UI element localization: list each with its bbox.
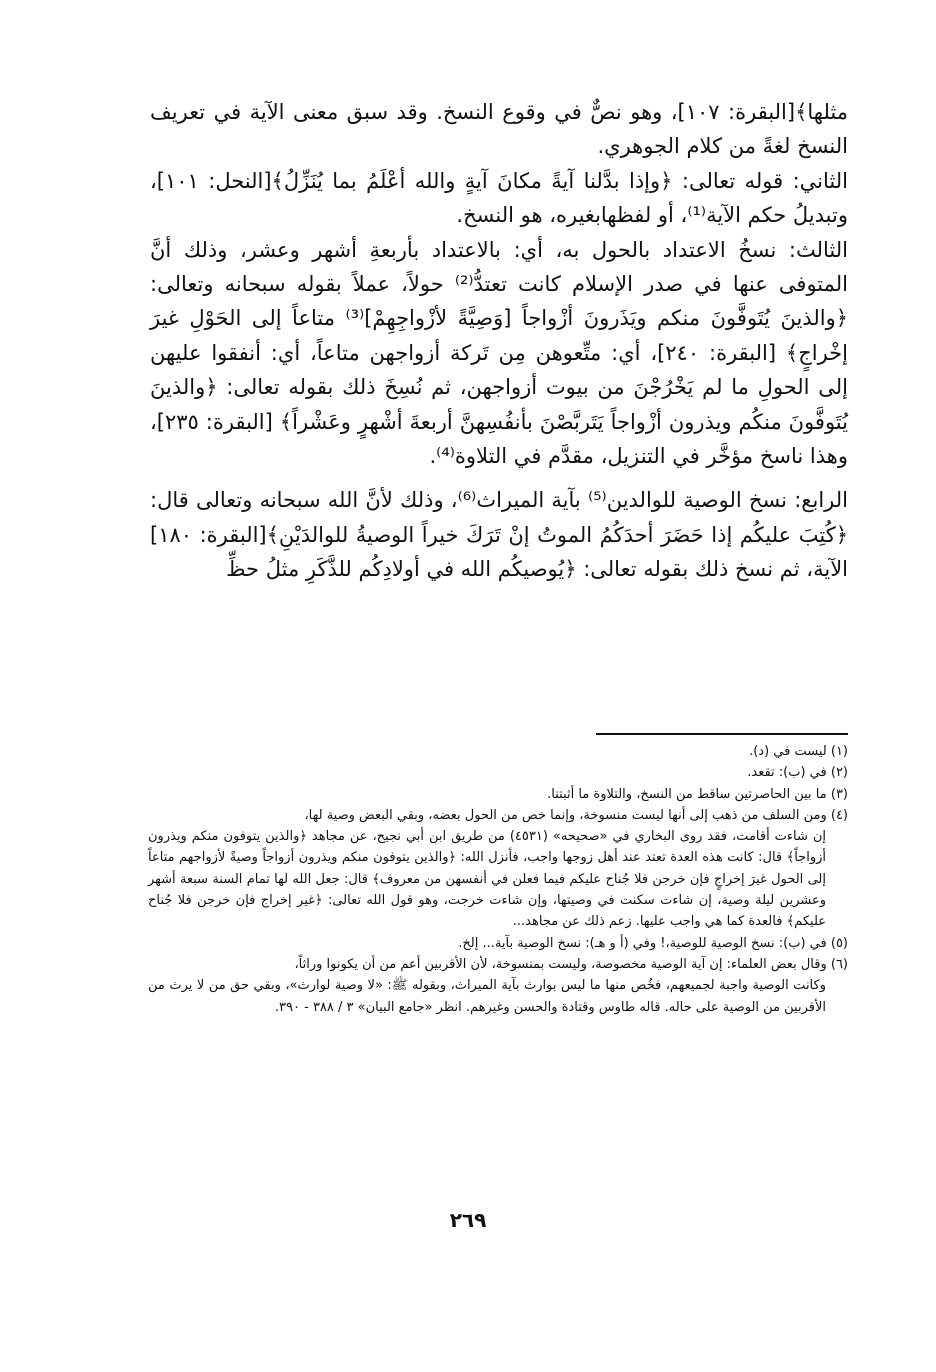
footnote-separator [596,733,848,735]
paragraph-3: الثالث: نسخُ الاعتداد بالحول به، أي: بالاعتداد بأربعةِ أشهر وعشر، وذلك أنَّ المتوفى عنها في صدر الإسلام كانت تعتدُّ⁽²⁾ حولاً، عملاً بقوله سبحانه وتعالى: ﴿والذينَ يُتَوفَّونَ منكم ويَذَرونَ أزْواجاً [وَصِيَّةً لأزْواجِهِمْ]⁽³⁾ متاعاً إلى الحَوْلِ غيرَ إخْراجٍ﴾ [البقرة: ٢٤٠]، أي: متِّعوهن مِن تَركة أزواجهن متاعاً، أي: أنفقوا عليهن إلى الحولِ ما لم يَخْرُجْنَ من بيوت أزواجهن، ثم نُسِخَ ذلك بقوله تعالى: ﴿والذينَ يُتَوفَّونَ منكُم ويذرون أزْواجاً يَتَربَّصْنَ بأنفُسِهنَّ أربعةَ أشْهرٍ وعَشْراً﴾ [البقرة: ٢٣٥]، وهذا ناسخ مؤخَّر في التنزيل، مقدَّم في التلاوة⁽⁴⁾. [150,237,849,469]
footnote-4-continued: إن شاءت أقامت، فقد روى البخاري في «صحيحه» (٤٥٣١) من طريق ابن أبي نجيح، عن مجاهد ﴿والذين يتوفون منكم ويذرون أزواجاً﴾ قال: كانت هذه العدة تعتد عند أهل زوجها واجب، فأنزل الله: ﴿والذين يتوفون منكم ويذرون أزواجاً وصيةً لأزواجهم متاعاً إلى الحول غيرَ إخراجٍ فإن خرجن فلا جُناح عليكم فيما فعلن في أنفسهن من معروف﴾ قال: جعل الله لها تمام السنة سبعة أشهر وعشرين ليلة وصية، إن شاءت سكنت في وصيتها، وإن شاءت خرجت، وهو قول الله تعالى: ﴿غير إخراج فإن خرجن فلا جُناح عليكم﴾ فالعدة كما هي واجب عليها. زعم ذلك عن مجاهد... [148,829,826,930]
footnote-4: (٤) ومن السلف من ذهب إلى أنها ليست منسوخة، وإنما خص من الحول بعضه، وبقي البعض وصية لها، [304,807,848,823]
footnote-1: (١) ليست في (د). [749,744,848,759]
page-number: ٢٦٩ [449,1208,487,1232]
main-text [150,95,848,587]
footnote-2: (٢) في (ب): تقعد. [747,765,848,781]
footnote-6-continued: وكانت الوصية واجبة لجميعهم، فخُص منها ما ليس بوارث بآية الميراث، وبقوله ﷺ: «لا وصية لوارث»، وبقي حق من لا يرث من الأقربين من الوصية على حاله. قاله طاوس وقتادة والحسن وغيرهم. انظر «جامع البيان» ٣ / ٣٨٨ - ٣٩٠. [148,978,826,1015]
paragraph-gap [150,473,848,483]
footnotes [148,741,848,1018]
paragraph-1: مثلها﴾[البقرة: ١٠٧]، وهو نصٌّ في وقوع النسخ. وقد سبق معنى الآية في تعريف النسخ لغةً من كلام الجوهري. [150,100,849,159]
paragraph-2: الثاني: قوله تعالى: ﴿وإذا بدَّلنا آيةً مكانَ آيةٍ والله أعْلَمُ بما يُنَزِّلُ﴾[النحل: ١٠١]، وتبديلُ حكم الآية⁽¹⁾، أو لفظهابغيره، هو النسخ. [150,168,848,228]
footnote-3: (٣) ما بين الحاصرتين ساقط من النسخ، والتلاوة ما أثبتنا. [547,786,848,802]
footnote-6: (٦) وقال بعض العلماء: إن آية الوصية مخصوصة، وليست بمنسوخة، لأن الأقربين أعم من أن يكونوا وراثاً، [294,956,848,972]
paragraph-4: الرابع: نسخ الوصية للوالدين⁽⁵⁾ بآية الميراث⁽⁶⁾، وذلك لأنَّ الله سبحانه وتعالى قال: ﴿كُتِبَ عليكُم إذا حَضَرَ أحدَكُمُ الموتُ إنْ تَرَكَ خيراً الوصيةُ للوالدَيْنِ﴾[البقرة: ١٨٠] الآية، ثم نسخ ذلك بقوله تعالى: ﴿يُوصيكُم الله في أولادِكُم للذَّكَرِ مثلُ حظِّ [150,488,848,582]
footnote-5: (٥) في (ب): نسخ الوصية للوصية،! وفي (أ و هـ): نسخ الوصية بآية... إلخ. [458,935,848,951]
